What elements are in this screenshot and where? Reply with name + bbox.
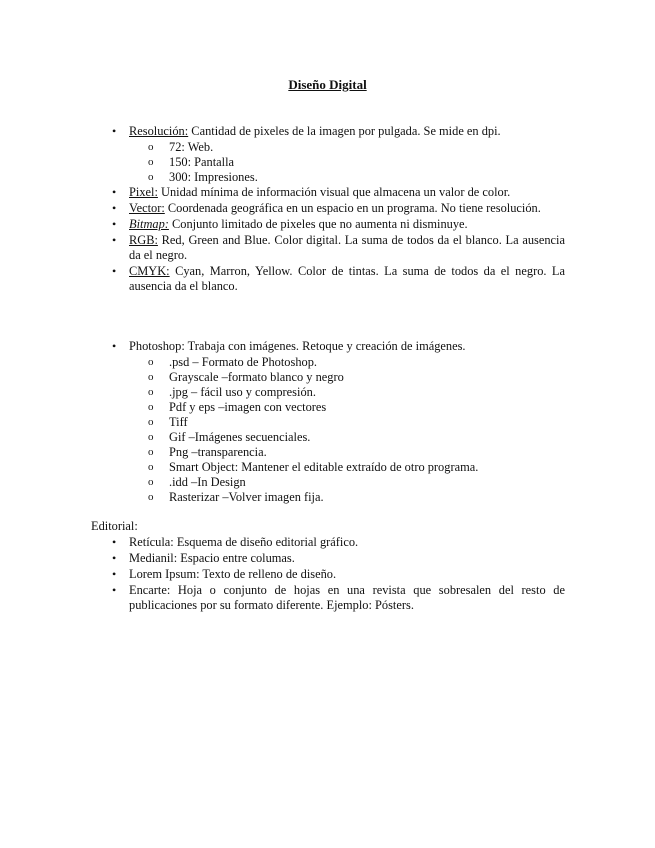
list-item-resolucion bbox=[129, 124, 565, 139]
list-item-rgb bbox=[129, 233, 565, 263]
editorial-heading: Editorial: bbox=[91, 519, 138, 533]
sub-item: o 150: Pantalla bbox=[169, 155, 565, 170]
list-item-cmyk bbox=[129, 264, 565, 294]
sub-item: o Gif –Imágenes secuenciales. bbox=[169, 430, 565, 445]
list-item-photoshop: • Photoshop: Trabaja con imágenes. Retoque y creación de imágenes. bbox=[129, 339, 565, 354]
sub-item: o Png –transparencia. bbox=[169, 445, 565, 460]
list-item: • Retícula: Esquema de diseño editorial gráfico. bbox=[129, 535, 565, 550]
sub-item: o Tiff bbox=[169, 415, 565, 430]
term-vector: Vector: bbox=[129, 201, 165, 215]
definition-pixel: Unidad mínima de información visual que almacena un valor de color. bbox=[157, 185, 511, 199]
list-item: • Lorem Ipsum: Texto de relleno de diseño. bbox=[129, 567, 565, 582]
sub-item: o Smart Object: Mantener el editable extraído de otro programa. bbox=[169, 460, 565, 475]
list-item: • Medianil: Espacio entre columas. bbox=[129, 551, 565, 566]
sub-item: o .idd –In Design bbox=[169, 475, 565, 490]
definition-cmyk: Cyan, Marron, Yellow. Color de tintas. La suma de todos da el negro. La ausencia da el blanco. bbox=[129, 264, 565, 293]
term-pixel: Pixel: bbox=[129, 185, 158, 199]
definition-resolucion: Cantidad de pixeles de la imagen por pulgada. Se mide en dpi. bbox=[188, 124, 501, 138]
list-item-bitmap bbox=[129, 217, 565, 232]
editorial-list bbox=[129, 535, 565, 614]
sub-item: o .psd – Formato de Photoshop. bbox=[169, 355, 565, 370]
term-bitmap: Bitmap: bbox=[129, 217, 169, 231]
term-resolucion: Resolución: bbox=[129, 124, 189, 138]
definitions-list bbox=[129, 124, 565, 295]
term-rgb: RGB: bbox=[129, 233, 158, 247]
photoshop-list bbox=[129, 339, 565, 505]
definition-vector: Coordenada geográfica en un espacio en un programa. No tiene resolución. bbox=[164, 201, 541, 215]
definition-bitmap: Conjunto limitado de pixeles que no aumenta ni disminuye. bbox=[168, 217, 468, 231]
definition-rgb: Red, Green and Blue. Color digital. La suma de todos da el blanco. La ausencia da el negro. bbox=[129, 233, 565, 262]
list-item-pixel bbox=[129, 185, 565, 200]
sub-item: o .jpg – fácil uso y compresión. bbox=[169, 385, 565, 400]
sub-item: o Rasterizar –Volver imagen fija. bbox=[169, 490, 565, 505]
list-item-vector bbox=[129, 201, 565, 216]
sub-item: o 300: Impresiones. bbox=[169, 170, 565, 185]
sub-item: o 72: Web. bbox=[169, 140, 565, 155]
sub-item: o Grayscale –formato blanco y negro bbox=[169, 370, 565, 385]
term-cmyk: CMYK: bbox=[129, 264, 170, 278]
sub-item: o Pdf y eps –imagen con vectores bbox=[169, 400, 565, 415]
document-title: Diseño Digital bbox=[288, 77, 367, 92]
list-item: • Encarte: Hoja o conjunto de hojas en una revista que sobresalen del resto de publicaciones por su formato diferente. Ejemplo: Pósters. bbox=[129, 583, 565, 613]
